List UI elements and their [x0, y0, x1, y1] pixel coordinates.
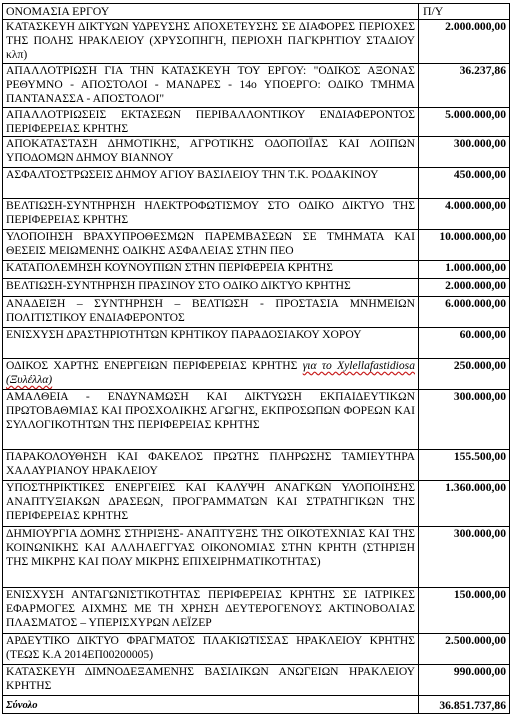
project-budget: 4.000.000,00: [419, 199, 510, 230]
project-name: ΑΠΟΚΑΤΑΣΤΑΣΗ ΔΗΜΟΤΙΚΗΣ, ΑΓΡΟΤΙΚΗΣ ΟΔΟΠΟΙΪΑΣ ΚΑΙ ΛΟΙΠΩΝ ΥΠΟΔΟΜΩΝ ΔΗΜΟΥ ΒΙΑΝΝΟΥ: [3, 137, 419, 168]
table-row: [3, 297, 510, 328]
project-budget: 990.000,00: [419, 665, 510, 696]
project-name: ΕΝΙΣΧΥΣΗ ΑΝΤΑΓΩΝΙΣΤΙΚΟΤΗΤΑΣ ΠΕΡΙΦΕΡΕΙΑΣ ΚΡΗΤΗΣ ΣΕ ΙΑΤΡΙΚΕΣ ΕΦΑΡΜΟΓΕΣ ΑΙΧΜΗΣ ΜΕ ΤΗ ΧΡΗΣΗ ΔΕΥΤΕΡΟΓΕΝΟΥΣ ΑΚΤΙΝΟΒΟΛΙΑΣ ΠΛΑΣΜΑΤΟΣ – ΥΠΕΡΙΣΧΥΡΩΝ ΛΕΪΖΕΡ: [3, 588, 419, 634]
total-label: Σύνολο: [3, 696, 419, 714]
project-budget: 60.000,00: [419, 328, 510, 359]
header-project-name: ΟΝΟΜΑΣΙΑ ΕΡΓΟΥ: [3, 4, 419, 20]
table-row: [3, 588, 510, 634]
project-name: ΑΠΑΛΛΟΤΡΙΩΣΗ ΓΙΑ ΤΗΝ ΚΑΤΑΣΚΕΥΗ ΤΟΥ ΕΡΓΟΥ: "ΟΔΙΚΟΣ ΑΞΟΝΑΣ ΡΕΘΥΜΝΟ - ΑΠΟΣΤΟΛΟΙ - ΜΑΝΔΡΕΣ - 14ο ΥΠΟΕΡΓΟ: ΟΔΙΚΟ ΤΜΗΜΑ ΠΑΝΤΑΝΑΣΣΑ - ΑΠΟΣΤΟΛΟΙ": [3, 64, 419, 108]
table-row: [3, 168, 510, 199]
table-row: [3, 359, 510, 390]
project-budget: 250.000,00: [419, 359, 510, 390]
table-row: [3, 230, 510, 261]
project-budget: 1.000.000,00: [419, 261, 510, 279]
project-budget: 36.237,86: [419, 64, 510, 108]
project-budget: 1.360.000,00: [419, 481, 510, 527]
total-amount: 36.851.737,86: [419, 696, 510, 714]
project-name: ΚΑΤΑΣΚΕΥΗ ΔΙΜΝΟΔΕΞΑΜΕΝΗΣ ΒΑΣΙΛΙΚΩΝ ΑΝΩΓΕΙΩΝ ΗΡΑΚΛΕΙΟΥ ΚΡΗΤΗΣ: [3, 665, 419, 696]
project-budget: 2.000.000,00: [419, 20, 510, 64]
table-row: [3, 527, 510, 588]
project-name-main: ΟΔΙΚΟΣ ΧΑΡΤΗΣ ΕΝΕΡΓΕΙΩΝ ΠΕΡΙΦΕΡΕΙΑΣ ΚΡΗΤΗΣ: [6, 359, 298, 372]
project-name: ΒΕΛΤΙΩΣΗ-ΣΥΝΤΗΡΗΣΗ ΗΛΕΚΤΡΟΦΩΤΙΣΜΟΥ ΣΤΟ ΟΔΙΚΟ ΔΙΚΤΥΟ ΤΗΣ ΠΕΡΙΦΕΡΕΙΑΣ ΚΡΗΤΗΣ: [3, 199, 419, 230]
project-budget: 300.000,00: [419, 137, 510, 168]
table-total-row: [3, 696, 510, 714]
table-row: [3, 634, 510, 665]
project-name: ΠΑΡΑΚΟΛΟΥΘΗΣΗ ΚΑΙ ΦΑΚΕΛΟΣ ΠΡΩΤΗΣ ΠΛΗΡΩΣΗΣ ΤΑΜΙΕΥΤΗΡΑ ΧΑΛΑΥΡΙΑΝΟΥ ΗΡΑΚΛΕΙΟΥ: [3, 450, 419, 481]
table-row: [3, 279, 510, 297]
table-row: [3, 108, 510, 137]
project-budget: 300.000,00: [419, 527, 510, 588]
table-row: [3, 199, 510, 230]
project-name: ΑΝΑΔΕΙΞΗ – ΣΥΝΤΗΡΗΣΗ – ΒΕΛΤΙΩΣΗ - ΠΡΟΣΤΑΣΙΑ ΜΝΗΜΕΙΩΝ ΠΟΛΙΤΙΣΤΙΚΟΥ ΕΝΔΙΑΦΕΡΟΝΤΟΣ: [3, 297, 419, 328]
table-row: [3, 261, 510, 279]
project-budget: 450.000,00: [419, 168, 510, 199]
header-budget: Π/Υ: [419, 4, 510, 20]
project-name: ΥΛΟΠΟΙΗΣΗ ΒΡΑΧΥΠΡΟΘΕΣΜΩΝ ΠΑΡΕΜΒΑΣΕΩΝ ΣΕ ΤΜΗΜΑΤΑ ΚΑΙ ΘΕΣΕΙΣ ΜΕΙΩΜΕΝΗΣ ΟΔΙΚΗΣ ΑΣΦΑΛΕΙΑΣ ΣΤΗΝ ΠΕΟ: [3, 230, 419, 261]
table-row: [3, 137, 510, 168]
table-row: [3, 450, 510, 481]
project-budget: 155.500,00: [419, 450, 510, 481]
project-budget: 2.500.000,00: [419, 634, 510, 665]
table-row: [3, 665, 510, 696]
projects-budget-table: [2, 3, 510, 714]
project-budget: 5.000.000,00: [419, 108, 510, 137]
table-row: [3, 328, 510, 359]
project-name: ΚΑΤΑΣΚΕΥΗ ΔΙΚΤΥΩΝ ΥΔΡΕΥΣΗΣ ΑΠΟΧΕΤΕΥΣΗΣ ΣΕ ΔΙΑΦΟΡΕΣ ΠΕΡΙΟΧΕΣ ΤΗΣ ΠΟΛΗΣ ΗΡΑΚΛΕΙΟΥ (ΧΡΥΣΟΠΗΓΗ, ΠΕΡΙΟΧΗ ΠΑΓΚΡΗΤΙΟΥ ΣΤΑΔΙΟΥ κλπ): [3, 20, 419, 64]
project-name: ΕΝΙΣΧΥΣΗ ΔΡΑΣΤΗΡΙΟΤΗΤΩΝ ΚΡΗΤΙΚΟΥ ΠΑΡΑΔΟΣΙΑΚΟΥ ΧΟΡΟΥ: [3, 328, 419, 359]
table-row: [3, 20, 510, 64]
table-row: [3, 481, 510, 527]
project-name: [3, 359, 419, 390]
project-name: ΑΡΔΕΥΤΙΚΟ ΔΙΚΤΥΟ ΦΡΑΓΜΑΤΟΣ ΠΛΑΚΙΩΤΙΣΣΑΣ ΗΡΑΚΛΕΙΟΥ ΚΡΗΤΗΣ (ΤΕΩΣ Κ.Α 2014ΕΠ00200005): [3, 634, 419, 665]
project-name: ΔΗΜΙΟΥΡΓΙΑ ΔΟΜΗΣ ΣΤΗΡΙΞΗΣ- ΑΝΑΠΤΥΞΗΣ ΤΗΣ ΟΙΚΟΤΕΧΝΙΑΣ ΚΑΙ ΤΗΣ ΚΟΙΝΩΝΙΚΗΣ ΚΑΙ ΑΛΛΗΛΕΓΓΥΑΣ ΟΙΚΟΝΟΜΙΑΣ ΣΤΗΝ ΚΡΗΤΗ (ΣΤΗΡΙΞΗ ΤΗΣ ΜΙΚΡΗΣ ΚΑΙ ΠΟΛΥ ΜΙΚΡΗΣ ΕΠΙΧΕΙΡΗΜΑΤΙΚΟΤΗΤΑΣ): [3, 527, 419, 588]
project-budget: 10.000.000,00: [419, 230, 510, 261]
project-name: ΥΠΟΣΤΗΡΙΚΤΙΚΕΣ ΕΝΕΡΓΕΙΕΣ ΚΑΙ ΚΑΛΥΨΗ ΑΝΑΓΚΩΝ ΥΛΟΠΟΙΗΣΗΣ ΑΝΑΠΤΥΞΙΑΚΩΝ ΔΡΑΣΕΩΝ, ΠΡΟΓΡΑΜΜΑΤΩΝ ΚΑΙ ΣΤΡΑΤΗΓΙΚΩΝ ΤΗΣ ΠΕΡΙΦΕΡΕΙΑΣ ΚΡΗΤΗΣ: [3, 481, 419, 527]
project-name: ΑΣΦΑΛΤΟΣΤΡΩΣΕΙΣ ΔΗΜΟΥ ΑΓΙΟΥ ΒΑΣΙΛΕΙΟΥ ΤΗΝ Τ.Κ. ΡΟΔΑΚΙΝΟΥ: [3, 168, 419, 199]
project-budget: 2.000.000,00: [419, 279, 510, 297]
project-name: ΒΕΛΤΙΩΣΗ-ΣΥΝΤΗΡΗΣΗ ΠΡΑΣΙΝΟΥ ΣΤΟ ΟΔΙΚΟ ΔΙΚΤΥΟ ΚΡΗΤΗΣ: [3, 279, 419, 297]
project-budget: 6.000.000,00: [419, 297, 510, 328]
project-budget: 300.000,00: [419, 390, 510, 450]
project-budget: 150.000,00: [419, 588, 510, 634]
project-name: ΑΠΑΛΛΟΤΡΙΩΣΕΙΣ ΕΚΤΑΣΕΩΝ ΠΕΡΙΒΑΛΛΟΝΤΙΚΟΥ ΕΝΔΙΑΦΕΡΟΝΤΟΣ ΠΕΡΙΦΕΡΕΙΑΣ ΚΡΗΤΗΣ: [3, 108, 419, 137]
table-row: [3, 64, 510, 108]
project-name: ΚΑΤΑΠΟΛΕΜΗΣΗ ΚΟΥΝΟΥΠΙΩΝ ΣΤΗΝ ΠΕΡΙΦΕΡΕΙΑ ΚΡΗΤΗΣ: [3, 261, 419, 279]
project-name-species: για το Xylellafastidiosa (Ξυλέλλα): [6, 359, 415, 386]
table-header-row: [3, 4, 510, 20]
project-name: ΑΜΑΛΘΕΙΑ - ΕΝΔΥΝΑΜΩΣΗ ΚΑΙ ΔΙΚΤΥΩΣΗ ΕΚΠΑΙΔΕΥΤΙΚΩΝ ΠΡΩΤΟΒΑΘΜΙΑΣ ΚΑΙ ΠΡΟΣΧΟΛΙΚΗΣ ΑΓΩΓΗΣ, ΕΚΠΡΟΣΩΠΩΝ ΦΟΡΕΩΝ ΚΑΙ ΣΥΛΛΟΓΙΚΟΤΗΤΩΝ ΤΗΣ ΠΕΡΙΦΕΡΕΙΑΣ ΚΡΗΤΗΣ: [3, 390, 419, 450]
table-row: [3, 390, 510, 450]
